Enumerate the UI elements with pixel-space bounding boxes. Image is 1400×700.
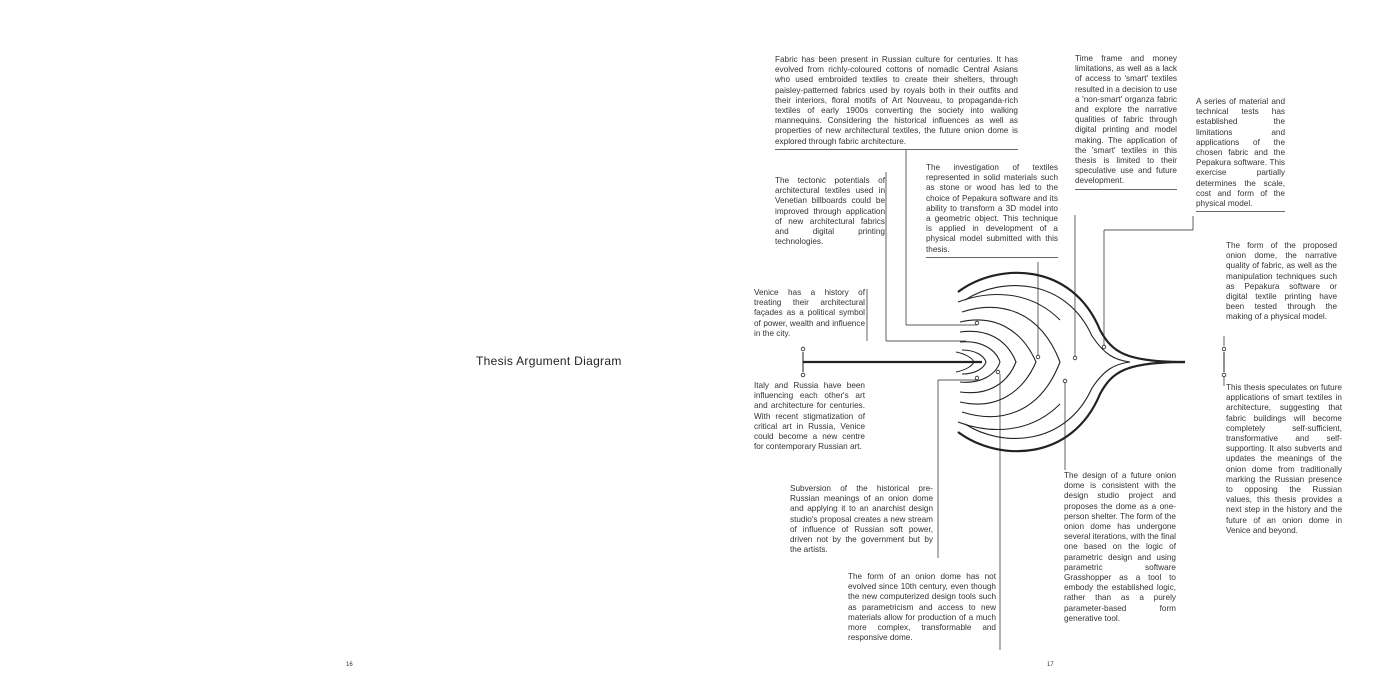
note-venice-history: Venice has a history of treating their architectural façades as a political symbol of power, wealth and influence in the city. <box>754 288 865 338</box>
axis-node-top <box>801 347 805 351</box>
note-material-tests: A series of material and technical tests has established the limitations and applications of the chosen fabric and the Pepakura software. This exercise partially determines the scale, cost and form of the physical model. <box>1196 97 1285 212</box>
note-speculates: This thesis speculates on future applications of smart textiles in architecture, suggesting that fabric buildings will become completely self-sufficient, transformative and self-supporting. It also subverts and updates the meanings of the onion dome from traditionally marking the Russian presence to opposing the Russian values, this thesis provides a next step in the history and the future of an onion dome in Venice and beyond. <box>1226 383 1342 535</box>
note-form-not-evolved: The form of an onion dome has not evolved since 10th century, even though the new computerized design tools such as parametricism and access to new materials allow for production of a much more complex, transformable and responsive dome. <box>848 572 996 643</box>
note-italy-russia: Italy and Russia have been influencing each other's art and architecture for centuries. With recent stigmatization of critical art in Russia, Venice could become a new centre for contemporary Russian art. <box>754 381 865 452</box>
dome-outer-lower <box>958 362 1185 451</box>
node-dot <box>1222 347 1226 351</box>
diagram-title: Thesis Argument Diagram <box>476 354 622 368</box>
node-dot <box>975 376 979 380</box>
page-number-right: 17 <box>1047 662 1054 668</box>
note-investigation: The investigation of textiles represented in solid materials such as stone or wood has led to the choice of Pepakura software and its ability to transform a 3D model into a geometric object. This technique is applied in development of a physical model submitted with this thesis. <box>926 163 1058 258</box>
note-fabric-history: Fabric has been present in Russian culture for centuries. It has evolved from richly-coloured cottons of nomadic Central Asians who used embroided textiles to create their shelters, through paisley-patterned fabrics used by royals both in their outfits and their interiors, floral motifs of Art Nouveau, to propaganda-rich textiles of early 1900s converting the society into walking mannequins. Considering the historical influences as well as properties of new architectural textiles, the future onion dome is explored through fabric architecture. <box>775 55 1018 150</box>
node-dot <box>1073 356 1077 360</box>
node-dot <box>1036 355 1040 359</box>
node-dot <box>1102 345 1106 349</box>
node-dot <box>1222 373 1226 377</box>
page-number-left: 16 <box>346 662 353 668</box>
note-time-frame: Time frame and money limitations, as well as a lack of access to 'smart' textiles resulted in a decision to use a 'non-smart' organza fabric and explore the narrative qualities of fabric through digital printing and model making. The application of the 'smart' textiles in this thesis is limited to their speculative use and future development. <box>1075 54 1177 190</box>
arc-7 <box>958 295 1060 320</box>
dome-outer-upper <box>958 273 1185 362</box>
axis-node-bottom <box>801 373 805 377</box>
note-design-future: The design of a future onion dome is consistent with the design studio project and proposes the dome as a one-person shelter. The form of the onion dome has undergone several iterations, with the final one based on the logic of parametric design and using parametric software Grasshopper as a tool to embody the established logic, rather than as a purely parameter-based form generative tool. <box>1064 471 1176 623</box>
dome-inner-upper <box>965 286 1130 362</box>
note-form-proposed: The form of the proposed onion dome, the narrative quality of fabric, as well as the manipulation techniques such as Pepakura software or digital textile printing have been tested through the making of a physical model. <box>1226 241 1337 322</box>
node-dot <box>996 370 1000 374</box>
node-dot <box>975 321 979 325</box>
note-tectonic: The tectonic potentials of architectural textiles used in Venetian billboards could be improved through application of new architectural fabrics and digital printing technologies. <box>775 176 885 247</box>
node-dot <box>1063 379 1067 383</box>
dome-inner-lower <box>965 362 1130 438</box>
note-subversion: Subversion of the historical pre-Russian meanings of an onion dome and applying it to an anarchist design studio's proposal creates a new stream of influence of Russian soft power, driven not by the government but by the artists. <box>790 484 933 555</box>
arc-8 <box>958 404 1060 429</box>
